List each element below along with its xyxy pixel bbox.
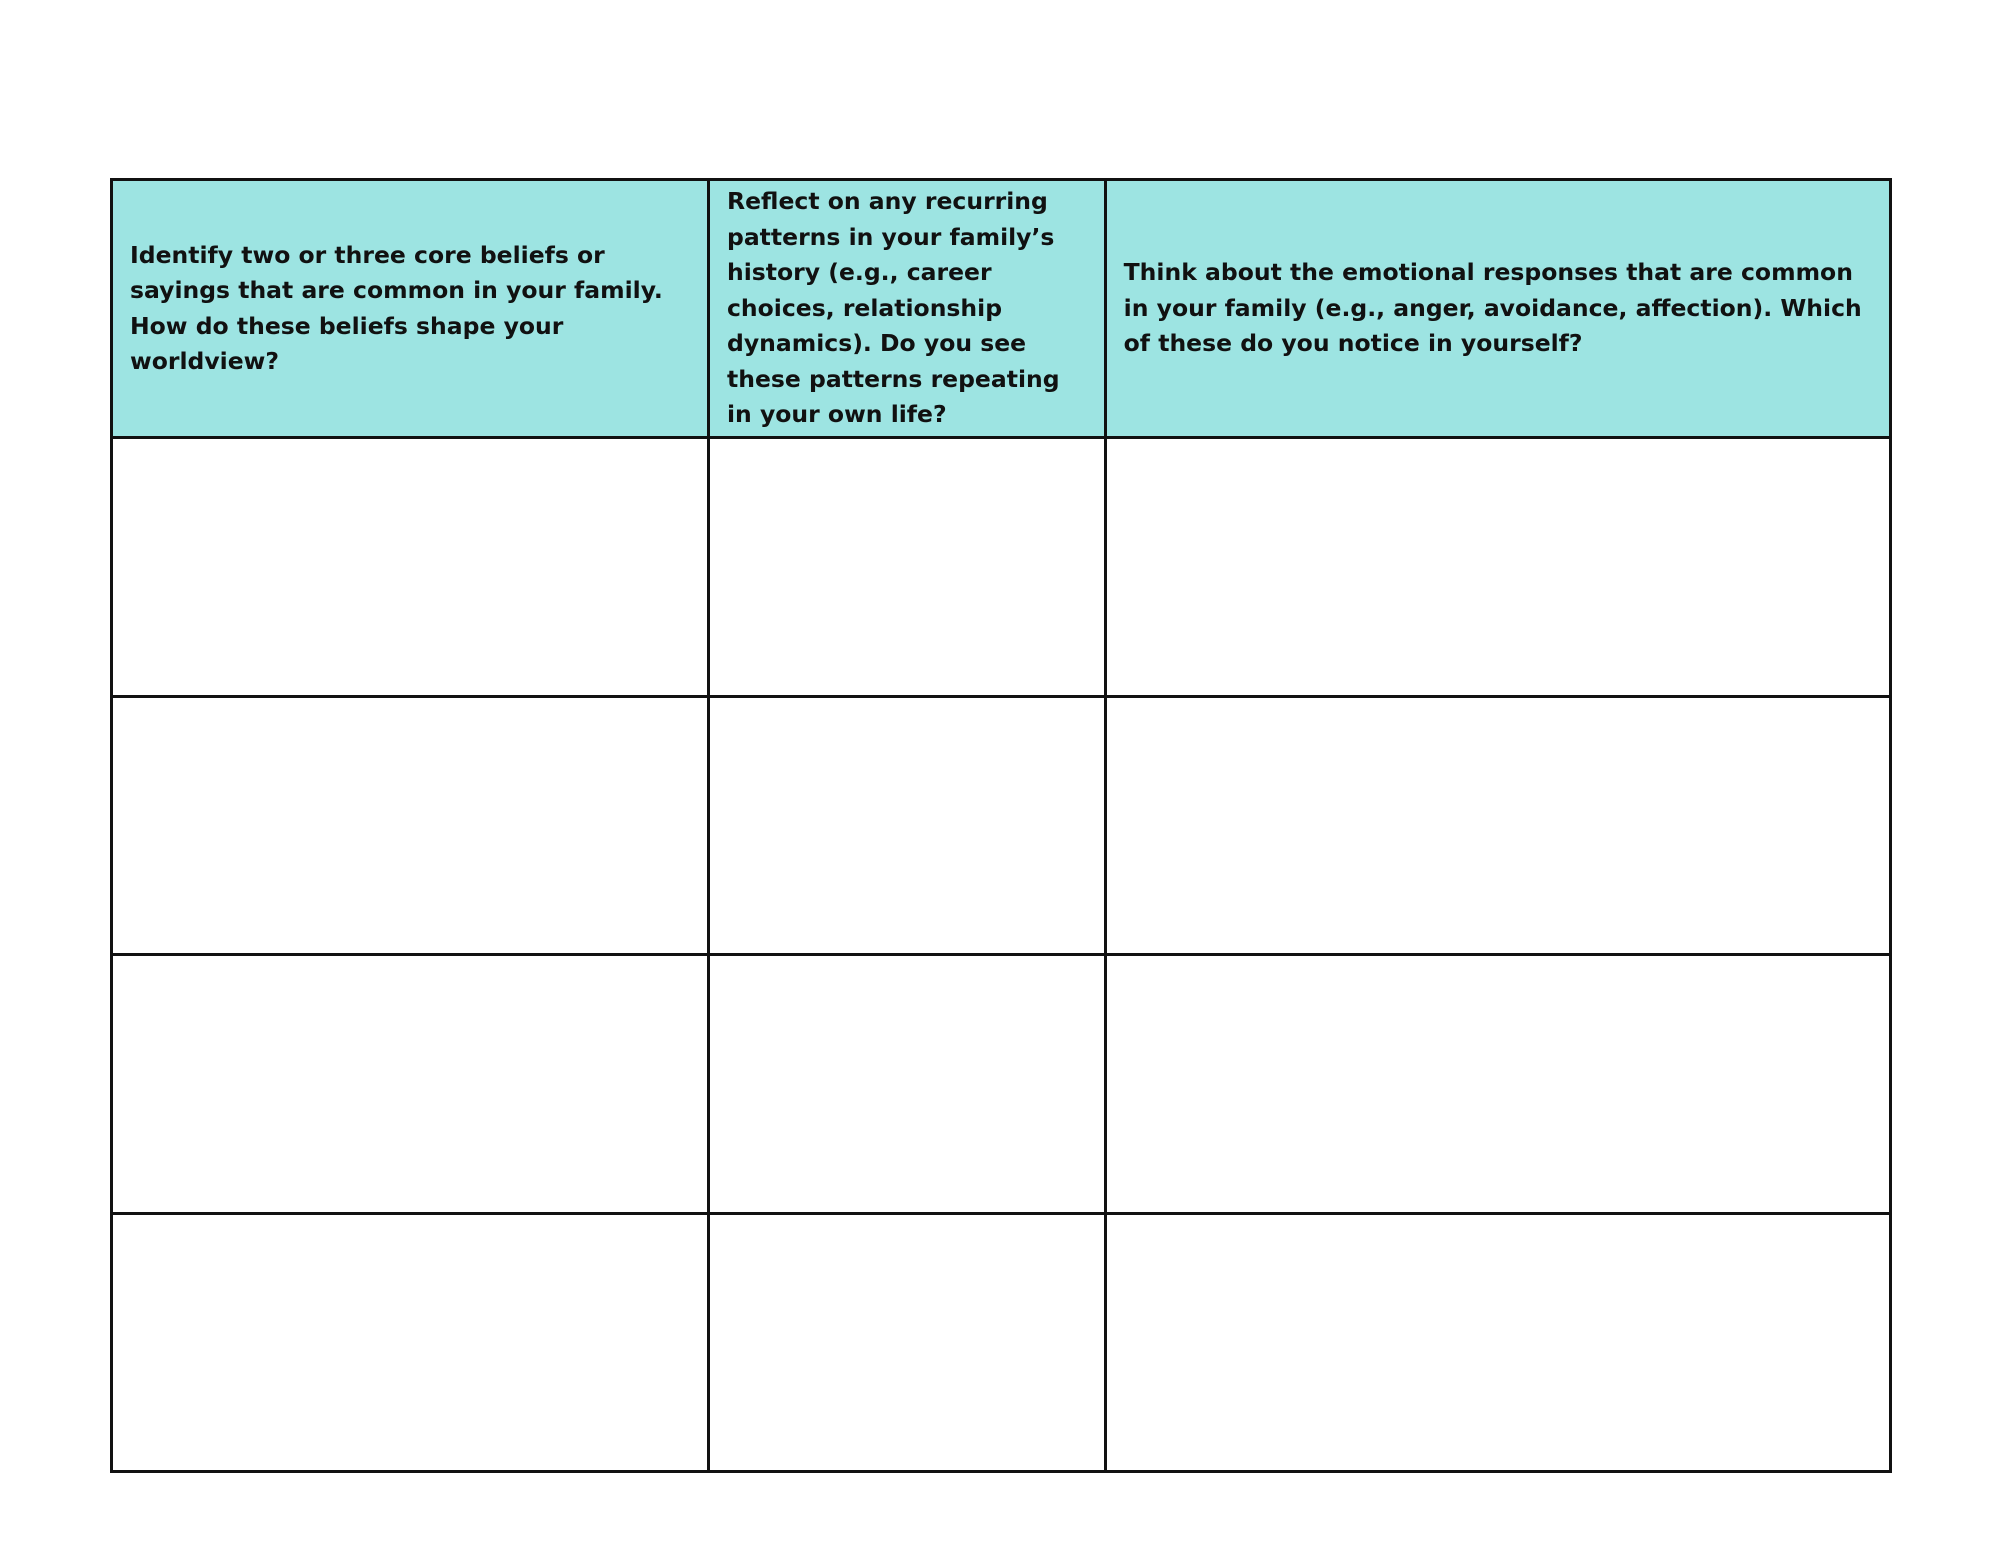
answer-cell-beliefs[interactable] [112,955,709,1214]
answer-row [112,1213,1891,1472]
prompt-emotional-responses: Think about the emotional responses that are common in your family (e.g., anger, avoidance, affection). Which of these do you notice in yourself? [1105,180,1890,438]
answer-cell-emotions[interactable] [1105,438,1890,697]
answer-cell-beliefs[interactable] [112,438,709,697]
answer-cell-patterns[interactable] [709,1213,1106,1472]
reflection-worksheet-table [110,178,1892,1473]
prompt-header-row [112,180,1891,438]
answer-cell-emotions[interactable] [1105,955,1890,1214]
answer-cell-patterns[interactable] [709,955,1106,1214]
answer-cell-beliefs[interactable] [112,696,709,955]
answer-cell-emotions[interactable] [1105,1213,1890,1472]
answer-cell-patterns[interactable] [709,438,1106,697]
answer-row [112,955,1891,1214]
answer-cell-beliefs[interactable] [112,1213,709,1472]
answer-row [112,696,1891,955]
answer-cell-emotions[interactable] [1105,696,1890,955]
answer-cell-patterns[interactable] [709,696,1106,955]
answer-row [112,438,1891,697]
prompt-recurring-patterns: Reflect on any recurring patterns in your family’s history (e.g., career choices, relationship dynamics). Do you see these patterns repeating in your own life? [709,180,1106,438]
prompt-core-beliefs: Identify two or three core beliefs or sayings that are common in your family. How do these beliefs shape your worldview? [112,180,709,438]
